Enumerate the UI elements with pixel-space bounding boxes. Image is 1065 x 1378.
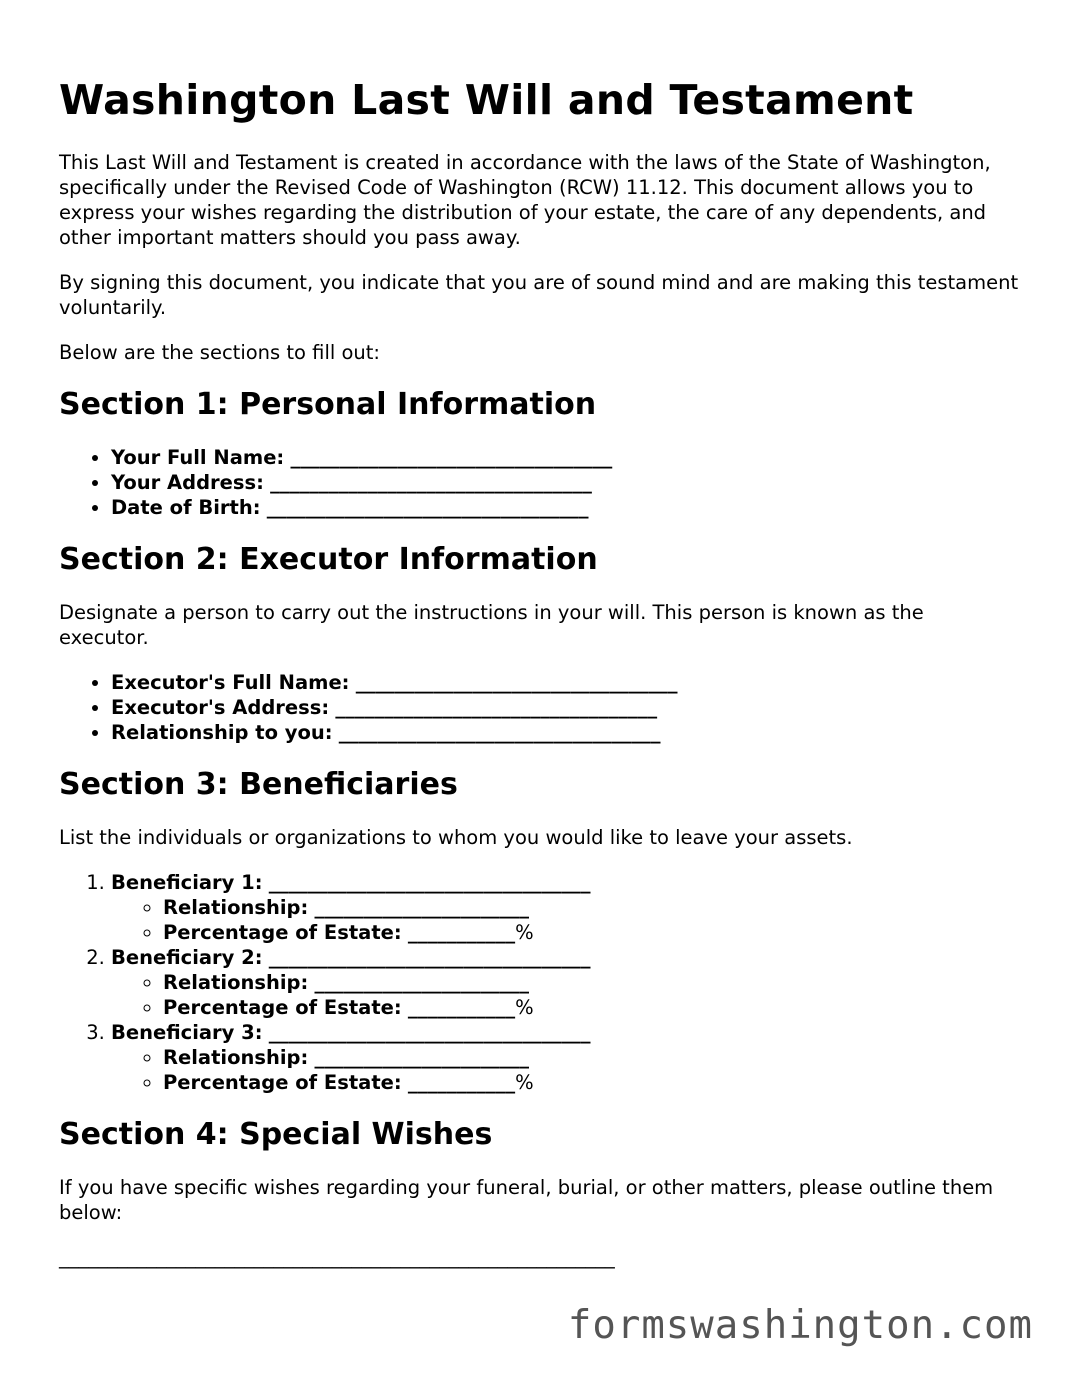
section-4-heading: Section 4: Special Wishes xyxy=(59,1117,493,1152)
field-label: Percentage of Estate: xyxy=(163,921,402,944)
beneficiary-item xyxy=(111,945,1019,1020)
percent-sign: % xyxy=(515,996,534,1019)
executor-name-blank[interactable]: _________________________________ xyxy=(355,671,678,694)
field-label: Date of Birth: xyxy=(111,496,261,519)
full-name-field xyxy=(111,445,1019,470)
relationship-blank[interactable]: ______________________ xyxy=(314,971,530,994)
executor-info-list xyxy=(59,670,1019,745)
field-label: Your Address: xyxy=(111,471,264,494)
relationship-field xyxy=(163,895,1019,920)
section-4-description: If you have specific wishes regarding your funeral, burial, or other matters, please outline them below: xyxy=(59,1176,994,1224)
relationship-field xyxy=(163,1045,1019,1070)
relationship-blank[interactable]: ______________________ xyxy=(314,896,530,919)
field-label: Percentage of Estate: xyxy=(163,1071,402,1094)
beneficiary-name-blank[interactable]: _________________________________ xyxy=(268,871,591,894)
percentage-blank[interactable]: ___________ xyxy=(407,1071,516,1094)
section-3-heading: Section 3: Beneficiaries xyxy=(59,767,458,802)
percentage-blank[interactable]: ___________ xyxy=(407,996,516,1019)
beneficiary-details xyxy=(111,1045,1019,1095)
date-of-birth-blank[interactable]: _________________________________ xyxy=(266,496,589,519)
address-blank[interactable]: _________________________________ xyxy=(270,471,592,494)
beneficiary-name-blank[interactable]: _________________________________ xyxy=(268,1021,591,1044)
percentage-field xyxy=(163,1070,1019,1095)
beneficiary-details xyxy=(111,895,1019,945)
executor-address-field xyxy=(111,695,1019,720)
beneficiary-label: Beneficiary 1: xyxy=(111,871,263,894)
beneficiary-item xyxy=(111,1020,1019,1095)
beneficiary-details xyxy=(111,970,1019,1020)
field-label: Your Full Name: xyxy=(111,446,285,469)
beneficiary-label: Beneficiary 3: xyxy=(111,1021,263,1044)
personal-info-list xyxy=(59,445,1019,520)
watermark: formswashington.com xyxy=(567,1303,1033,1348)
section-1-heading: Section 1: Personal Information xyxy=(59,387,597,422)
beneficiary-item xyxy=(111,870,1019,945)
relationship-blank[interactable]: ______________________ xyxy=(314,1046,530,1069)
percentage-field xyxy=(163,995,1019,1020)
beneficiary-name-blank[interactable]: _________________________________ xyxy=(268,946,591,969)
document-title: Washington Last Will and Testament xyxy=(59,76,914,124)
intro-paragraph-3: Below are the sections to fill out: xyxy=(59,341,380,364)
percentage-field xyxy=(163,920,1019,945)
date-of-birth-field xyxy=(111,495,1019,520)
percent-sign: % xyxy=(515,921,534,944)
address-field xyxy=(111,470,1019,495)
section-2-description: Designate a person to carry out the instructions in your will. This person is known as the executor. xyxy=(59,601,924,649)
intro-paragraph-2: By signing this document, you indicate that you are of sound mind and are making this testament voluntarily. xyxy=(59,271,1019,319)
executor-address-blank[interactable]: _________________________________ xyxy=(335,696,658,719)
section-3-description: List the individuals or organizations to whom you would like to leave your assets. xyxy=(59,826,853,849)
field-label: Relationship to you: xyxy=(111,721,333,744)
special-wishes-line[interactable]: _________________________________________________________ xyxy=(59,1246,615,1269)
percent-sign: % xyxy=(515,1071,534,1094)
intro-paragraph-1: This Last Will and Testament is created in accordance with the laws of the State of Washington, specifically under the Revised Code of Washington (RCW) 11.12. This document allows you to express your wishes regarding the distribution of your estate, the care of any dependents, and other important matters should you pass away. xyxy=(59,151,991,249)
document-page xyxy=(59,70,1019,1270)
field-label: Executor's Full Name: xyxy=(111,671,350,694)
executor-name-field xyxy=(111,670,1019,695)
relationship-field xyxy=(163,970,1019,995)
field-label: Relationship: xyxy=(163,896,309,919)
percentage-blank[interactable]: ___________ xyxy=(407,921,516,944)
executor-relationship-field xyxy=(111,720,1019,745)
section-2-heading: Section 2: Executor Information xyxy=(59,542,598,577)
field-label: Percentage of Estate: xyxy=(163,996,402,1019)
beneficiary-label: Beneficiary 2: xyxy=(111,946,263,969)
field-label: Relationship: xyxy=(163,971,309,994)
field-label: Relationship: xyxy=(163,1046,309,1069)
full-name-blank[interactable]: _________________________________ xyxy=(290,446,613,469)
beneficiary-list xyxy=(59,870,1019,1095)
field-label: Executor's Address: xyxy=(111,696,330,719)
executor-relationship-blank[interactable]: _________________________________ xyxy=(338,721,661,744)
